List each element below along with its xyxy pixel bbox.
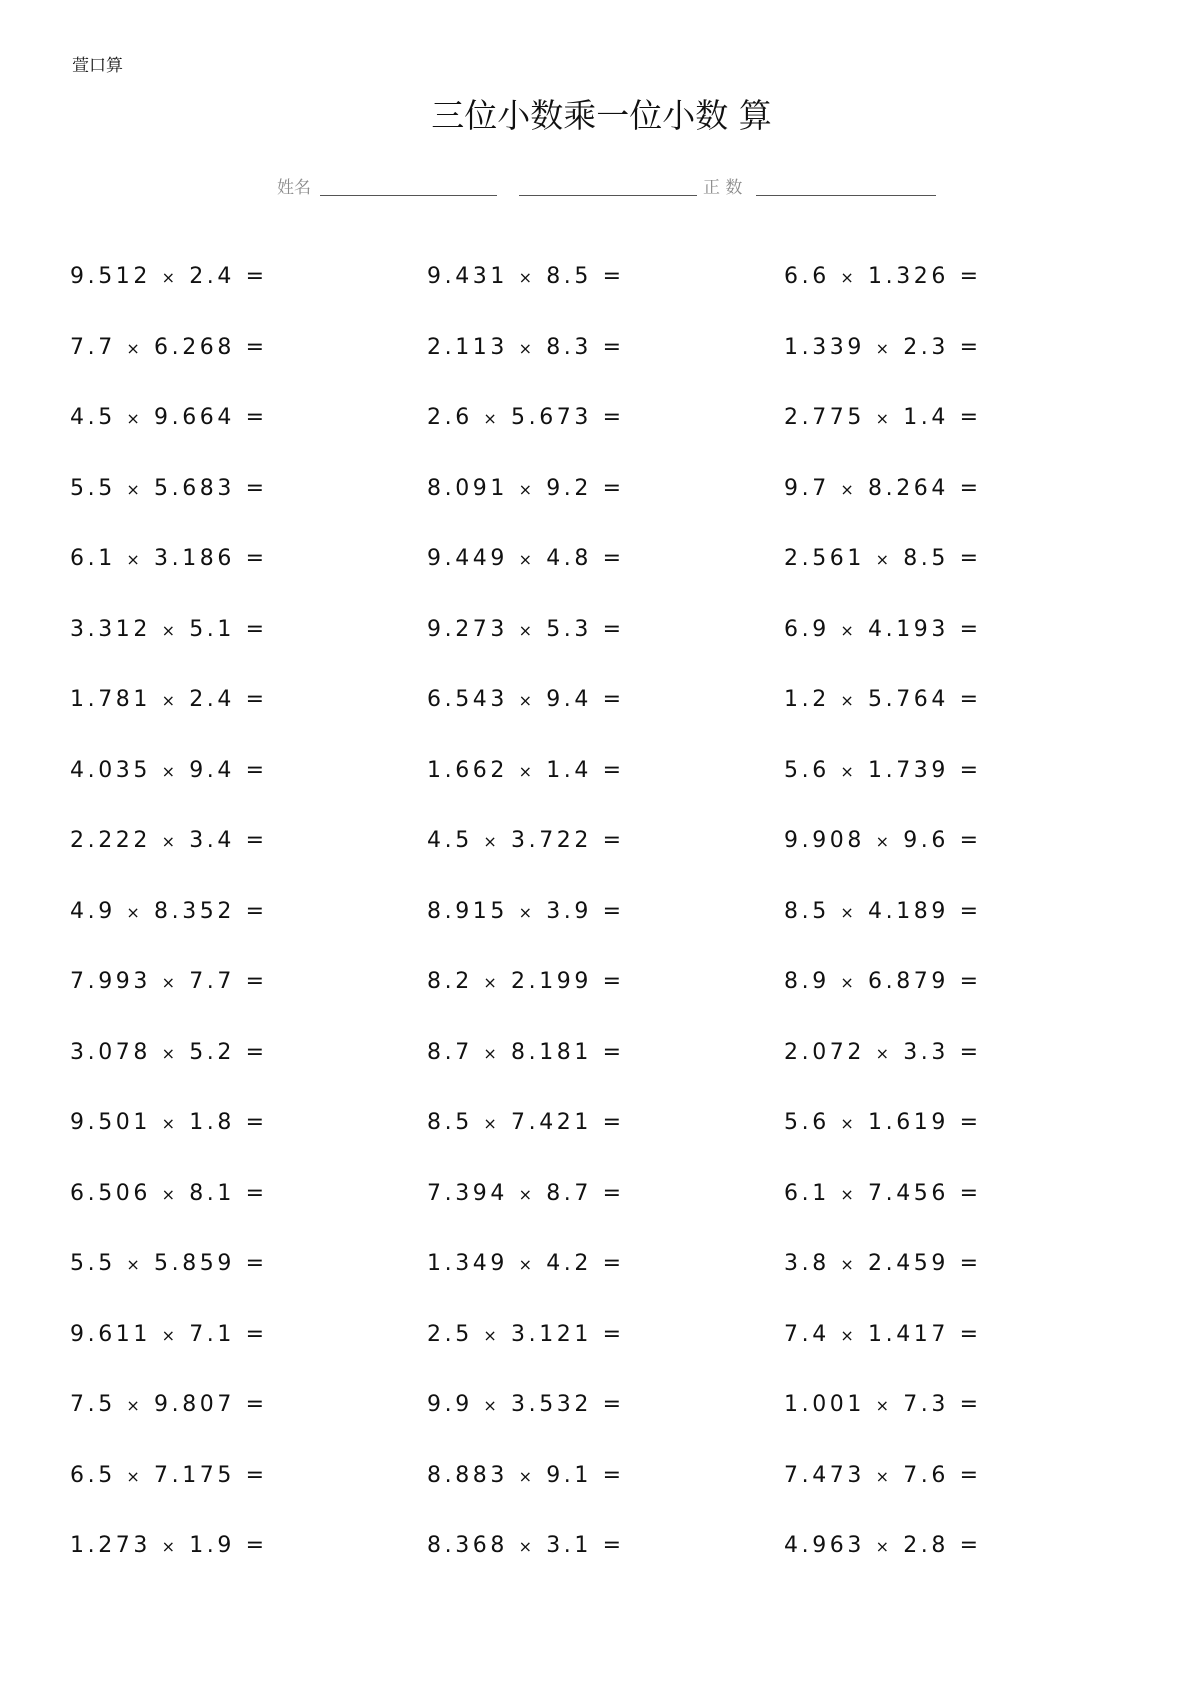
equals-sign: =: [245, 1180, 268, 1206]
equals-sign: =: [245, 1039, 268, 1065]
operand-a: 8.7: [427, 1039, 473, 1065]
multiply-sign: ×: [126, 902, 144, 922]
equals-sign: =: [602, 1039, 625, 1065]
operand-a: 8.368: [427, 1533, 508, 1558]
operand-b: 5.3: [546, 616, 592, 642]
multiply-sign: ×: [126, 409, 144, 428]
equals-sign: =: [602, 969, 625, 994]
operand-b: 7.1: [189, 1321, 235, 1347]
multiply-sign: ×: [518, 268, 536, 287]
problem-item: [70, 476, 268, 503]
corner-label: 萱口算: [72, 56, 123, 76]
equals-sign: =: [959, 264, 982, 289]
problem-item: [70, 1181, 268, 1208]
operand-a: 5.6: [784, 1110, 830, 1135]
multiply-sign: ×: [875, 409, 893, 428]
equals-sign: =: [245, 828, 268, 853]
multiply-sign: ×: [126, 1396, 144, 1415]
equals-sign: =: [245, 475, 268, 501]
equals-sign: =: [245, 898, 268, 924]
equals-sign: =: [959, 1110, 982, 1135]
operand-a: 9.9: [427, 1392, 473, 1417]
multiply-sign: ×: [840, 973, 858, 992]
operand-b: 1.739: [868, 757, 949, 783]
equals-sign: =: [959, 334, 982, 360]
problem-item: [70, 1110, 268, 1137]
equals-sign: =: [245, 616, 268, 642]
problem-item: [70, 1322, 268, 1349]
operand-a: 8.9: [784, 969, 830, 994]
multiply-sign: ×: [161, 973, 179, 992]
multiply-sign: ×: [518, 761, 536, 781]
problem-item: [784, 264, 982, 291]
operand-b: 4.8: [546, 546, 592, 571]
problem-item: [427, 1392, 625, 1419]
operand-a: 5.5: [70, 1251, 116, 1276]
problem-item: [784, 758, 982, 785]
equals-sign: =: [959, 1321, 982, 1347]
multiply-sign: ×: [875, 832, 893, 851]
problem-item: [427, 1251, 625, 1278]
operand-b: 3.4: [189, 828, 235, 853]
multiply-sign: ×: [840, 268, 858, 287]
equals-sign: =: [245, 1533, 268, 1558]
operand-b: 8.7: [546, 1180, 592, 1206]
problem-item: [70, 617, 268, 644]
operand-b: 8.5: [903, 546, 949, 571]
operand-a: 2.6: [427, 405, 473, 430]
equals-sign: =: [602, 1251, 625, 1276]
operand-a: 8.091: [427, 475, 508, 501]
operand-a: 2.5: [427, 1321, 473, 1347]
operand-b: 1.4: [903, 405, 949, 430]
multiply-sign: ×: [518, 550, 536, 569]
operand-b: 2.199: [511, 969, 592, 994]
problem-item: [784, 1251, 982, 1278]
operand-a: 1.662: [427, 757, 508, 783]
operand-a: 9.501: [70, 1110, 151, 1135]
operand-b: 1.417: [868, 1321, 949, 1347]
problem-item: [427, 758, 625, 785]
operand-a: 7.473: [784, 1462, 865, 1488]
operand-a: 2.775: [784, 405, 865, 430]
equals-sign: =: [602, 264, 625, 289]
operand-a: 9.449: [427, 546, 508, 571]
problem-item: [784, 1392, 982, 1419]
operand-b: 1.619: [868, 1110, 949, 1135]
operand-b: 4.193: [868, 616, 949, 642]
operand-b: 9.4: [189, 757, 235, 783]
equals-sign: =: [959, 1533, 982, 1558]
operand-b: 5.859: [154, 1251, 235, 1276]
multiply-sign: ×: [483, 1396, 501, 1415]
equals-sign: =: [602, 757, 625, 783]
multiply-sign: ×: [161, 1114, 179, 1133]
problem-item: [427, 405, 625, 432]
operand-a: 8.915: [427, 898, 508, 924]
multiply-sign: ×: [875, 1466, 893, 1486]
operand-a: 9.431: [427, 264, 508, 289]
operand-b: 1.326: [868, 264, 949, 289]
operand-a: 9.7: [784, 475, 830, 501]
equals-sign: =: [602, 1321, 625, 1347]
problem-item: [784, 969, 982, 996]
problem-item: [70, 1040, 268, 1067]
equals-sign: =: [602, 687, 625, 712]
operand-a: 6.6: [784, 264, 830, 289]
operand-b: 3.532: [511, 1392, 592, 1417]
multiply-sign: ×: [518, 1537, 536, 1556]
problem-item: [427, 969, 625, 996]
multiply-sign: ×: [161, 832, 179, 851]
multiply-sign: ×: [126, 338, 144, 358]
problem-item: [427, 264, 625, 291]
operand-b: 7.421: [511, 1110, 592, 1135]
operand-a: 1.2: [784, 687, 830, 712]
equals-sign: =: [245, 687, 268, 712]
operand-b: 3.3: [903, 1039, 949, 1065]
problem-item: [427, 335, 625, 362]
problem-item: [784, 1181, 982, 1208]
multiply-sign: ×: [518, 1184, 536, 1204]
operand-b: 6.268: [154, 334, 235, 360]
operand-a: 6.5: [70, 1462, 116, 1488]
multiply-sign: ×: [518, 1466, 536, 1486]
equals-sign: =: [959, 616, 982, 642]
multiply-sign: ×: [840, 1255, 858, 1274]
multiply-sign: ×: [161, 1537, 179, 1556]
equals-sign: =: [602, 616, 625, 642]
equals-sign: =: [602, 1392, 625, 1417]
operand-a: 1.001: [784, 1392, 865, 1417]
problem-item: [70, 687, 268, 714]
operand-a: 2.113: [427, 334, 508, 360]
multiply-sign: ×: [483, 1325, 501, 1345]
problem-item: [784, 617, 982, 644]
operand-b: 7.175: [154, 1462, 235, 1488]
equals-sign: =: [959, 475, 982, 501]
multiply-sign: ×: [840, 761, 858, 781]
operand-a: 6.506: [70, 1180, 151, 1206]
multiply-sign: ×: [518, 620, 536, 640]
multiply-sign: ×: [840, 1114, 858, 1133]
multiply-sign: ×: [126, 550, 144, 569]
equals-sign: =: [959, 969, 982, 994]
operand-a: 1.339: [784, 334, 865, 360]
operand-b: 9.6: [903, 828, 949, 853]
operand-a: 2.561: [784, 546, 865, 571]
operand-b: 5.1: [189, 616, 235, 642]
problem-item: [427, 1463, 625, 1490]
equals-sign: =: [245, 264, 268, 289]
operand-b: 4.2: [546, 1251, 592, 1276]
multiply-sign: ×: [161, 620, 179, 640]
problem-item: [70, 405, 268, 432]
multiply-sign: ×: [161, 1184, 179, 1204]
equals-sign: =: [245, 1392, 268, 1417]
operand-a: 5.5: [70, 475, 116, 501]
equals-sign: =: [959, 828, 982, 853]
operand-a: 6.543: [427, 687, 508, 712]
operand-a: 7.4: [784, 1321, 830, 1347]
equals-sign: =: [245, 546, 268, 571]
equals-sign: =: [245, 405, 268, 430]
equals-sign: =: [602, 546, 625, 571]
problem-item: [427, 1110, 625, 1137]
operand-a: 8.883: [427, 1462, 508, 1488]
operand-a: 3.8: [784, 1251, 830, 1276]
equals-sign: =: [959, 687, 982, 712]
equals-sign: =: [245, 1251, 268, 1276]
multiply-sign: ×: [126, 1255, 144, 1274]
multiply-sign: ×: [840, 1325, 858, 1345]
problem-item: [70, 546, 268, 573]
multiply-sign: ×: [518, 691, 536, 710]
problem-item: [427, 617, 625, 644]
problem-item: [427, 687, 625, 714]
equals-sign: =: [245, 757, 268, 783]
multiply-sign: ×: [518, 479, 536, 499]
operand-a: 6.1: [784, 1180, 830, 1206]
operand-b: 8.3: [546, 334, 592, 360]
problem-item: [70, 1463, 268, 1490]
equals-sign: =: [959, 546, 982, 571]
equals-sign: =: [602, 828, 625, 853]
problem-item: [784, 1463, 982, 1490]
equals-sign: =: [245, 1321, 268, 1347]
operand-a: 7.394: [427, 1180, 508, 1206]
operand-a: 8.5: [427, 1110, 473, 1135]
operand-a: 9.611: [70, 1321, 151, 1347]
equals-sign: =: [959, 898, 982, 924]
operand-a: 1.781: [70, 687, 151, 712]
problem-item: [70, 264, 268, 291]
operand-a: 4.035: [70, 757, 151, 783]
operand-b: 3.186: [154, 546, 235, 571]
operand-b: 3.9: [546, 898, 592, 924]
operand-a: 3.078: [70, 1039, 151, 1065]
multiply-sign: ×: [483, 409, 501, 428]
equals-sign: =: [602, 1462, 625, 1488]
operand-b: 8.264: [868, 475, 949, 501]
multiply-sign: ×: [840, 1184, 858, 1204]
equals-sign: =: [959, 405, 982, 430]
problem-item: [70, 828, 268, 855]
operand-b: 1.4: [546, 757, 592, 783]
operand-a: 9.512: [70, 264, 151, 289]
multiply-sign: ×: [483, 1043, 501, 1063]
multiply-sign: ×: [483, 832, 501, 851]
operand-b: 9.1: [546, 1462, 592, 1488]
operand-a: 1.273: [70, 1533, 151, 1558]
multiply-sign: ×: [875, 338, 893, 358]
operand-b: 2.4: [189, 687, 235, 712]
multiply-sign: ×: [840, 902, 858, 922]
problem-item: [784, 899, 982, 926]
problem-item: [784, 1040, 982, 1067]
operand-b: 8.352: [154, 898, 235, 924]
problem-item: [784, 405, 982, 432]
operand-b: 3.722: [511, 828, 592, 853]
multiply-sign: ×: [161, 691, 179, 710]
operand-b: 5.683: [154, 475, 235, 501]
problem-item: [70, 969, 268, 996]
equals-sign: =: [602, 898, 625, 924]
problem-item: [784, 476, 982, 503]
equals-sign: =: [959, 1251, 982, 1276]
operand-a: 2.072: [784, 1039, 865, 1065]
name-label: 姓名: [277, 178, 311, 198]
operand-b: 7.6: [903, 1462, 949, 1488]
problem-item: [784, 1322, 982, 1349]
multiply-sign: ×: [126, 1466, 144, 1486]
operand-b: 7.456: [868, 1180, 949, 1206]
equals-sign: =: [959, 1392, 982, 1417]
equals-sign: =: [245, 334, 268, 360]
operand-b: 5.673: [511, 405, 592, 430]
page-title: 三位小数乘一位小数 算: [431, 96, 772, 135]
operand-a: 9.908: [784, 828, 865, 853]
equals-sign: =: [602, 405, 625, 430]
operand-b: 9.664: [154, 405, 235, 430]
problem-item: [70, 1251, 268, 1278]
problem-item: [784, 1533, 982, 1560]
multiply-sign: ×: [518, 902, 536, 922]
equals-sign: =: [602, 1110, 625, 1135]
multiply-sign: ×: [483, 1114, 501, 1133]
multiply-sign: ×: [483, 973, 501, 992]
equals-sign: =: [959, 1039, 982, 1065]
equals-sign: =: [959, 757, 982, 783]
problem-item: [427, 1040, 625, 1067]
operand-b: 4.189: [868, 898, 949, 924]
operand-a: 2.222: [70, 828, 151, 853]
operand-b: 6.879: [868, 969, 949, 994]
problem-item: [784, 335, 982, 362]
operand-a: 6.9: [784, 616, 830, 642]
operand-b: 9.807: [154, 1392, 235, 1417]
multiply-sign: ×: [875, 550, 893, 569]
operand-a: 4.9: [70, 898, 116, 924]
equals-sign: =: [602, 334, 625, 360]
operand-a: 8.5: [784, 898, 830, 924]
operand-b: 9.2: [546, 475, 592, 501]
operand-b: 8.1: [189, 1180, 235, 1206]
multiply-sign: ×: [518, 1255, 536, 1274]
problem-item: [427, 1181, 625, 1208]
problem-item: [427, 1533, 625, 1560]
operand-a: 6.1: [70, 546, 116, 571]
operand-b: 1.9: [189, 1533, 235, 1558]
equals-sign: =: [602, 475, 625, 501]
problem-item: [70, 1533, 268, 1560]
multiply-sign: ×: [161, 1043, 179, 1063]
multiply-sign: ×: [875, 1396, 893, 1415]
operand-b: 5.764: [868, 687, 949, 712]
operand-a: 7.7: [70, 334, 116, 360]
equals-sign: =: [245, 1110, 268, 1135]
operand-b: 8.5: [546, 264, 592, 289]
problem-item: [70, 1392, 268, 1419]
multiply-sign: ×: [161, 268, 179, 287]
operand-b: 5.2: [189, 1039, 235, 1065]
score-label: 正 数: [703, 178, 743, 198]
equals-sign: =: [602, 1533, 625, 1558]
operand-b: 2.4: [189, 264, 235, 289]
operand-a: 8.2: [427, 969, 473, 994]
operand-b: 9.4: [546, 687, 592, 712]
problem-item: [427, 828, 625, 855]
operand-a: 7.5: [70, 1392, 116, 1417]
multiply-sign: ×: [840, 620, 858, 640]
operand-b: 1.8: [189, 1110, 235, 1135]
operand-b: 7.7: [189, 969, 235, 994]
operand-a: 9.273: [427, 616, 508, 642]
problem-item: [427, 899, 625, 926]
problem-item: [784, 687, 982, 714]
operand-a: 3.312: [70, 616, 151, 642]
multiply-sign: ×: [126, 479, 144, 499]
operand-b: 3.121: [511, 1321, 592, 1347]
operand-a: 1.349: [427, 1251, 508, 1276]
equals-sign: =: [245, 969, 268, 994]
operand-a: 4.5: [70, 405, 116, 430]
operand-b: 2.459: [868, 1251, 949, 1276]
equals-sign: =: [602, 1180, 625, 1206]
operand-b: 3.1: [546, 1533, 592, 1558]
problem-item: [70, 758, 268, 785]
operand-b: 7.3: [903, 1392, 949, 1417]
operand-a: 4.5: [427, 828, 473, 853]
operand-b: 2.3: [903, 334, 949, 360]
operand-b: 8.181: [511, 1039, 592, 1065]
problem-item: [427, 546, 625, 573]
equals-sign: =: [245, 1462, 268, 1488]
problem-item: [70, 899, 268, 926]
multiply-sign: ×: [518, 338, 536, 358]
equals-sign: =: [959, 1462, 982, 1488]
operand-b: 2.8: [903, 1533, 949, 1558]
operand-a: 5.6: [784, 757, 830, 783]
problem-item: [70, 335, 268, 362]
problem-item: [784, 828, 982, 855]
multiply-sign: ×: [840, 479, 858, 499]
operand-a: 4.963: [784, 1533, 865, 1558]
multiply-sign: ×: [840, 691, 858, 710]
problem-item: [427, 476, 625, 503]
problem-item: [784, 546, 982, 573]
multiply-sign: ×: [875, 1043, 893, 1063]
operand-a: 7.993: [70, 969, 151, 994]
problem-item: [784, 1110, 982, 1137]
problem-item: [427, 1322, 625, 1349]
multiply-sign: ×: [161, 1325, 179, 1345]
multiply-sign: ×: [875, 1537, 893, 1556]
equals-sign: =: [959, 1180, 982, 1206]
multiply-sign: ×: [161, 761, 179, 781]
